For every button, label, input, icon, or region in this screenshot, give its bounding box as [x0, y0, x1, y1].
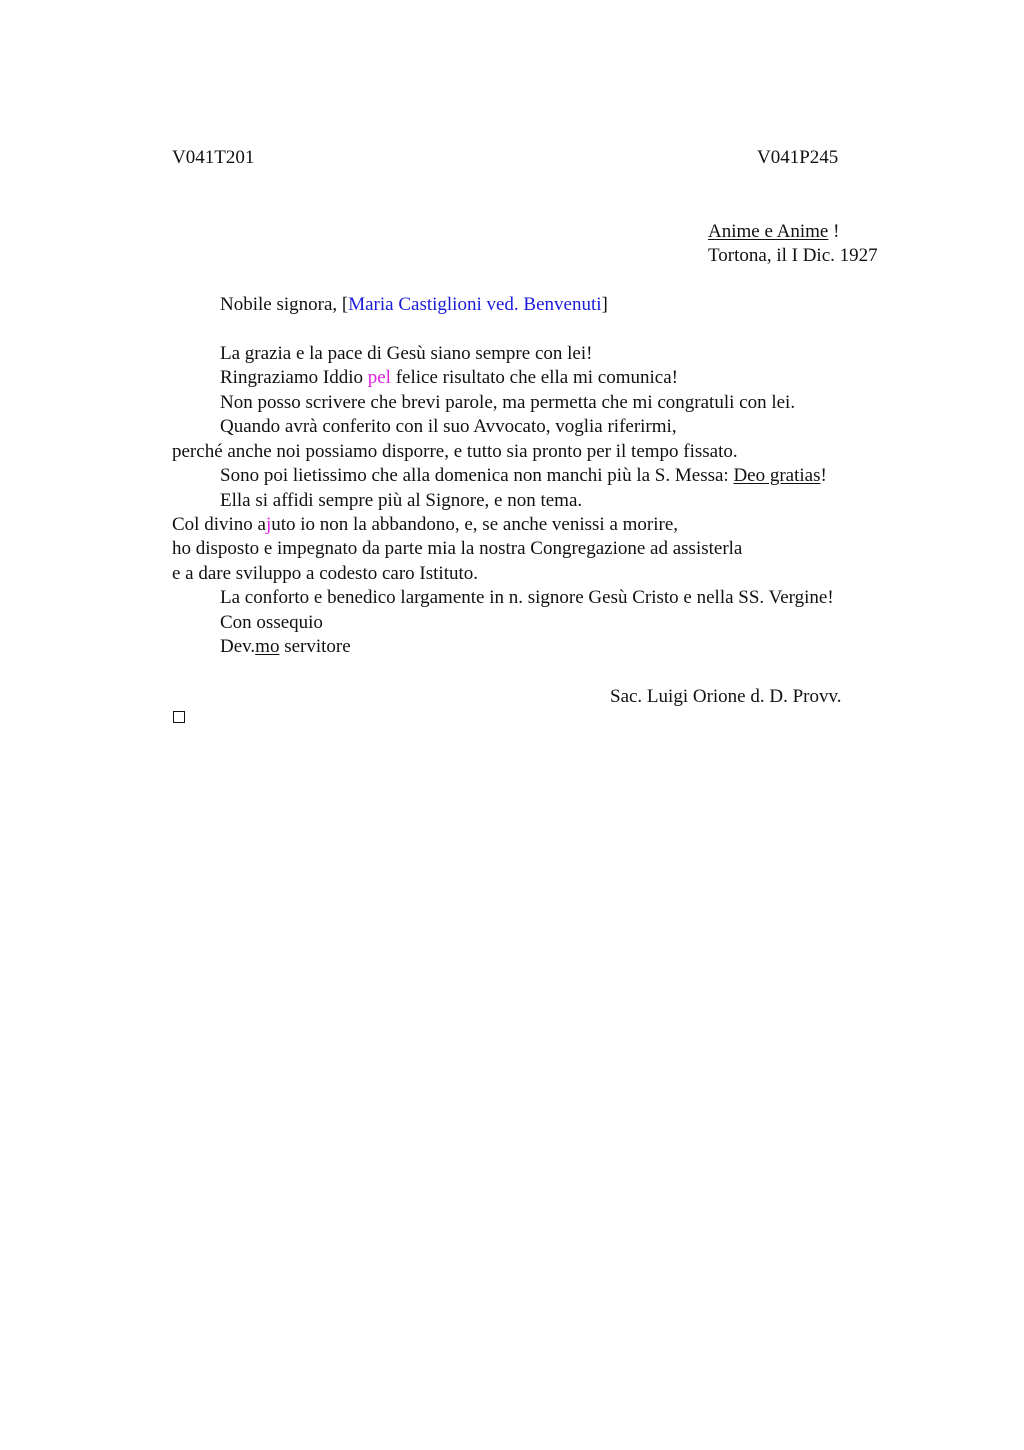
body-line-6 — [220, 464, 827, 488]
body-line-1: La grazia e la pace di Gesù siano sempre con lei! — [220, 343, 593, 364]
signature: Sac. Luigi Orione d. D. Provv. — [610, 686, 842, 707]
highlight-j: j — [265, 514, 272, 535]
body-line-7: Ella si affidi sempre più al Signore, e non tema. — [220, 490, 583, 511]
salutation-before: Nobile signora, [ — [220, 294, 349, 315]
servant-line-mo: mo — [255, 636, 280, 657]
deo-gratias: Deo gratias — [733, 465, 821, 486]
body-line-8-b: uto io non la abbandono, e, se anche venissi a morire, — [271, 514, 679, 535]
salutation-after: ] — [601, 294, 608, 315]
body-line-10: e a dare sviluppo a codesto caro Istituto. — [172, 563, 479, 584]
body-line-8 — [172, 513, 678, 537]
servant-line — [220, 635, 351, 659]
body-line-5: perché anche noi possiamo disporre, e tutto sia pronto per il tempo fissato. — [172, 441, 738, 462]
body-line-6-b: ! — [820, 465, 827, 486]
body-line-4: Quando avrà conferito con il suo Avvocato, voglia riferirmi, — [220, 416, 677, 437]
body-line-9: ho disposto e impegnato da parte mia la nostra Congregazione ad assisterla — [172, 538, 743, 559]
header-left-code: V041T201 — [172, 147, 255, 168]
header-right-code: V041P245 — [757, 147, 839, 168]
body-line-3: Non posso scrivere che brevi parole, ma permetta che mi congratuli con lei. — [220, 392, 796, 413]
body-line-6-a: Sono poi lietissimo che alla domenica non manchi più la S. Messa: — [220, 465, 734, 486]
closing-line: Con ossequio — [220, 612, 323, 633]
place-date: Tortona, il I Dic. 1927 — [708, 245, 878, 266]
recipient-name: Maria Castiglioni ved. Benvenuti — [348, 294, 602, 315]
servant-line-b: servitore — [279, 636, 351, 657]
highlight-pel: pel — [367, 367, 391, 388]
motto-text: Anime e Anime — [708, 221, 829, 242]
empty-square-icon — [173, 711, 185, 723]
salutation — [220, 293, 608, 317]
motto — [708, 220, 839, 244]
servant-line-a: Dev. — [220, 636, 256, 657]
body-line-8-a: Col divino a — [172, 514, 266, 535]
body-line-2-b: felice risultato che ella mi comunica! — [390, 367, 678, 388]
body-line-2-a: Ringraziamo Iddio — [220, 367, 368, 388]
body-line-2 — [220, 366, 678, 390]
motto-punct: ! — [828, 221, 840, 242]
body-line-11: La conforto e benedico largamente in n. signore Gesù Cristo e nella SS. Vergine! — [220, 587, 834, 608]
